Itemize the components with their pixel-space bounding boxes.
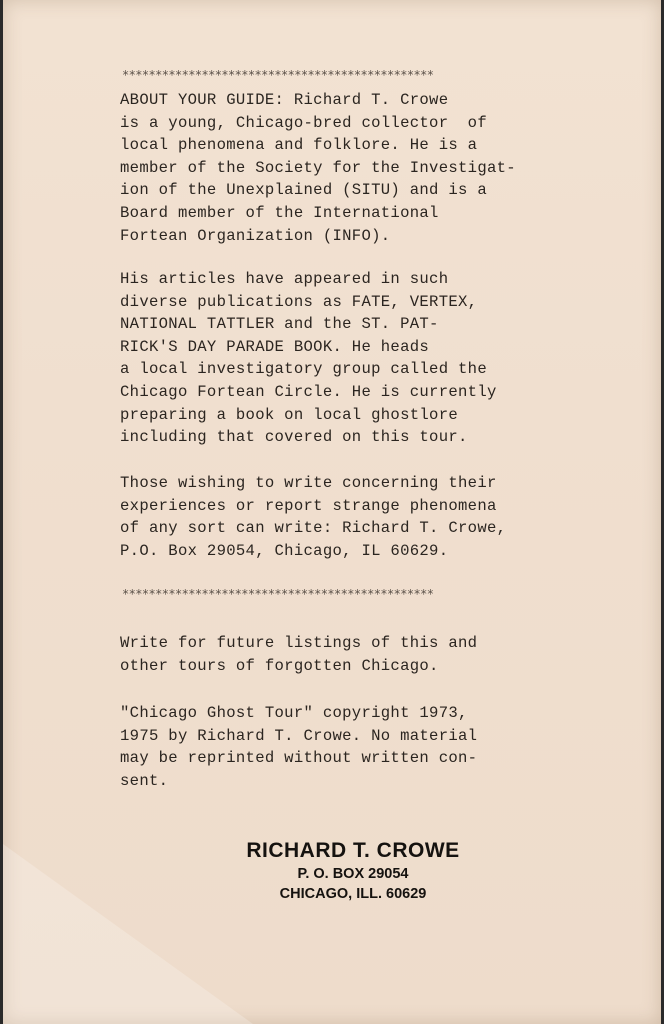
paragraph-line: P.O. Box 29054, Chicago, IL 60629. <box>120 541 449 560</box>
paragraph-line: NATIONAL TATTLER and the ST. PAT- <box>120 315 439 334</box>
future-listings-paragraph <box>120 632 580 677</box>
paragraph-line: Fortean Organization (INFO). <box>120 226 391 245</box>
paragraph-line: a local investigatory group called the <box>120 360 487 379</box>
paragraph-line: local phenomena and folklore. He is a <box>120 136 478 155</box>
paragraph-line: of any sort can write: Richard T. Crowe, <box>120 519 507 538</box>
articles-paragraph <box>120 268 580 449</box>
stamp-po-box: P. O. BOX 29054 <box>297 866 409 882</box>
asterisk-divider-bottom: *********************************************** <box>122 587 434 601</box>
asterisk-divider-top: *********************************************** <box>122 68 434 82</box>
address-stamp <box>203 838 503 904</box>
paragraph-line: RICK'S DAY PARADE BOOK. He heads <box>120 337 430 356</box>
stamp-city: CHICAGO, ILL. 60629 <box>279 886 427 902</box>
paragraph-line: "Chicago Ghost Tour" copyright 1973, <box>120 704 468 722</box>
paragraph-line: Chicago Fortean Circle. He is currently <box>120 382 497 401</box>
paragraph-line: Write for future listings of this and <box>120 634 478 652</box>
paragraph-line: preparing a book on local ghostlore <box>120 405 459 424</box>
about-guide-paragraph <box>120 89 580 247</box>
document-page <box>3 0 661 1024</box>
paragraph-line: other tours of forgotten Chicago. <box>120 656 439 675</box>
paragraph-line: ion of the Unexplained (SITU) and is a <box>120 181 487 200</box>
paragraph-line: sent. <box>120 771 169 790</box>
paragraph-line: ABOUT YOUR GUIDE: Richard T. Crowe <box>120 91 449 109</box>
paragraph-line: experiences or report strange phenomena <box>120 496 497 515</box>
paragraph-line: His articles have appeared in such <box>120 270 449 288</box>
paragraph-line: diverse publications as FATE, VERTEX, <box>120 292 478 311</box>
paragraph-line: Board member of the International <box>120 203 439 222</box>
write-to-paragraph <box>120 472 580 562</box>
paragraph-line: Those wishing to write concerning their <box>120 474 497 492</box>
paragraph-line: is a young, Chicago-bred collector of <box>120 113 487 132</box>
paragraph-line: 1975 by Richard T. Crowe. No material <box>120 726 478 745</box>
stamp-name: RICHARD T. CROWE <box>246 839 460 862</box>
paragraph-line: including that covered on this tour. <box>120 428 468 447</box>
paragraph-line: may be reprinted without written con- <box>120 749 478 768</box>
copyright-paragraph <box>120 702 580 792</box>
paragraph-line: member of the Society for the Investigat- <box>120 158 516 177</box>
